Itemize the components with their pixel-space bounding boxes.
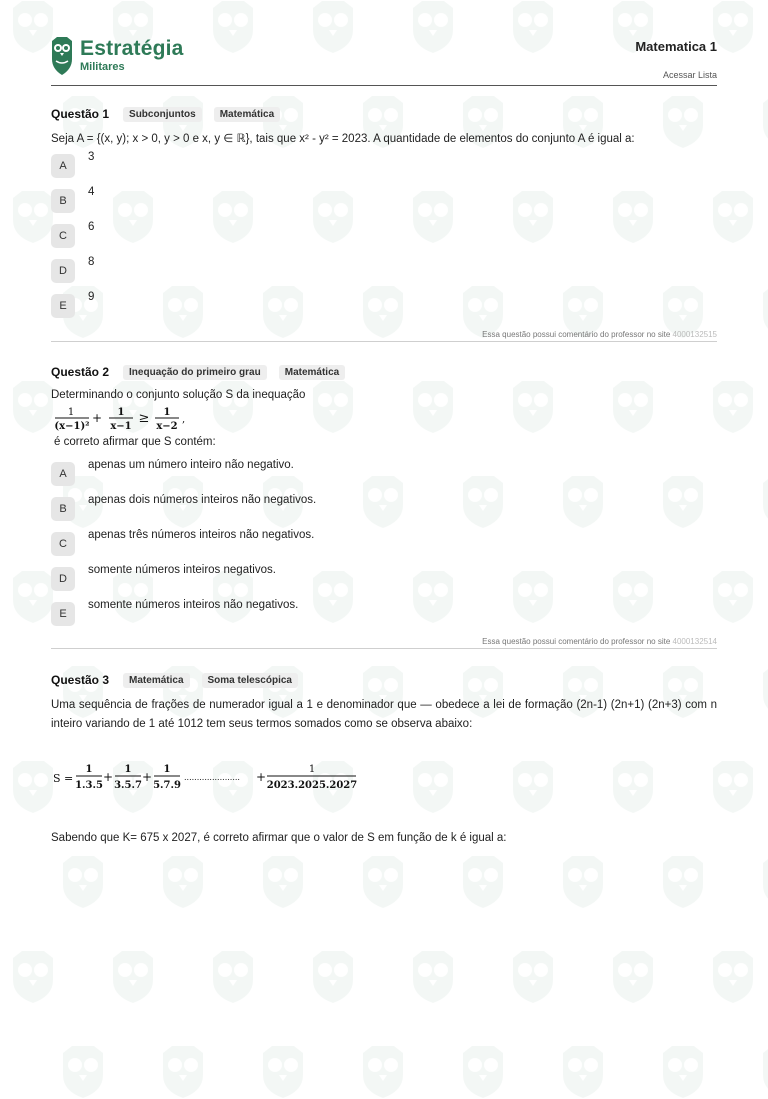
owl-watermark-icon [10,570,56,624]
frac3-numerator: 1 [163,407,171,418]
option-b[interactable] [51,186,717,221]
frac3-denominator: x−2 [156,421,178,432]
option-letter: B [51,497,75,521]
teacher-comment-note [51,330,717,342]
tag-discipline: Matemática [279,365,345,380]
geq-sign: ≥ [138,411,150,426]
owl-watermark-icon [660,1045,706,1099]
question-label: Questão 2 [51,365,110,379]
frac1-denominator: 1.3.5 [75,780,103,791]
question-code[interactable]: 4000132515 [672,330,717,339]
frac2-numerator: 1 [117,407,125,418]
telescopic-sum-formula [51,758,371,798]
question-text-intro: Determinando o conjunto solução S da inequação [51,389,306,401]
brand-logo [51,37,184,75]
option-letter: D [51,259,75,283]
plus-sign-1: + [102,770,114,784]
options-list [51,459,717,634]
option-text: somente números inteiros negativos. [88,564,276,576]
owl-watermark-icon [260,1045,306,1099]
frac2-numerator: 1 [124,764,132,775]
question-2 [51,364,717,634]
frac3-numerator: 1 [163,764,171,775]
option-text: 3 [88,151,95,163]
owl-watermark-icon [10,950,56,1004]
frac3-denominator: 5.7.9 [153,780,181,791]
option-d[interactable] [51,256,717,291]
option-text: somente números inteiros não negativos. [88,599,299,611]
owl-watermark-icon [460,1045,506,1099]
option-letter: E [51,602,75,626]
owl-watermark-icon [560,1045,606,1099]
owl-watermark-icon [760,1045,768,1099]
option-e[interactable] [51,599,717,634]
owl-watermark-icon [10,380,56,434]
frac1-numerator: 1 [67,407,75,418]
frac1-numerator: 1 [85,764,93,775]
frac2-denominator: 3.5.7 [114,780,142,791]
tag-subject: Inequação do primeiro grau [123,365,267,380]
option-a[interactable] [51,459,717,494]
owl-watermark-icon [660,855,706,909]
frac4-numerator: 1 [308,764,316,775]
tag-subject: Soma telescópica [202,673,298,688]
owl-watermark-icon [10,190,56,244]
option-b[interactable] [51,494,717,529]
owl-watermark-icon [210,950,256,1004]
tag-discipline: Matemática [214,107,280,122]
plus-sign-2: + [141,770,153,784]
teacher-comment-note [51,637,717,649]
option-a[interactable] [51,151,717,186]
owl-watermark-icon [760,475,768,529]
options-list [51,151,717,326]
owl-watermark-icon [310,950,356,1004]
owl-watermark-icon [760,95,768,149]
owl-watermark-icon [510,950,556,1004]
owl-watermark-icon [160,855,206,909]
footnote-text: Essa questão possui comentário do professor no site [482,637,671,646]
option-e[interactable] [51,291,717,326]
option-letter: B [51,189,75,213]
option-text: apenas um número inteiro não negativo. [88,459,294,471]
option-letter: E [51,294,75,318]
sum-lhs: S = [53,772,74,785]
question-1 [51,106,717,326]
owl-watermark-icon [610,950,656,1004]
option-c[interactable] [51,529,717,564]
formula-end-comma: , [182,414,186,425]
access-list-link[interactable]: Acessar Lista [662,70,717,80]
document-title: Matematica 1 [635,39,717,54]
owl-watermark-icon [10,760,56,814]
question-label: Questão 3 [51,673,110,687]
option-d[interactable] [51,564,717,599]
owl-watermark-icon [760,285,768,339]
option-text: 4 [88,186,95,198]
owl-watermark-icon [410,950,456,1004]
option-text: 8 [88,256,95,268]
option-c[interactable] [51,221,717,256]
option-text: apenas três números inteiros não negativos. [88,529,315,541]
question-text: Uma sequência de frações de numerador igual a 1 e denominador que — obedece a lei de formação (2n-1) (2n+1) (2n+3) com n inteiro variando de 1 até 1012 tem seus termos somados como se observa abaixo: [51,699,717,730]
owl-watermark-icon [110,950,156,1004]
owl-watermark-icon [710,950,756,1004]
owl-watermark-icon [760,665,768,719]
question-label: Questão 1 [51,107,110,121]
option-text: 6 [88,221,95,233]
question-text: Seja A = {(x, y); x > 0, y > 0 e x, y ∈ ℝ}, tais que x² - y² = 2023. A quantidade de elementos do conjunto A é igual a: [51,133,635,145]
option-letter: A [51,462,75,486]
tag-subject: Subconjuntos [123,107,202,122]
option-text: apenas dois números inteiros não negativos. [88,494,317,506]
frac4-denominator: 2023.2025.2027 [266,780,358,791]
owl-watermark-icon [460,855,506,909]
owl-watermark-icon [60,855,106,909]
option-letter: C [51,224,75,248]
owl-watermark-icon [60,1045,106,1099]
option-letter: D [51,567,75,591]
owl-watermark-icon [260,855,306,909]
frac2-denominator: x−1 [110,421,132,432]
owl-watermark-icon [360,1045,406,1099]
tag-discipline: Matemática [123,673,189,688]
page-header [51,35,717,86]
owl-watermark-icon [10,0,56,54]
question-text-prompt: Sabendo que K= 675 x 2027, é correto afirmar que o valor de S em função de k é igual a: [51,832,507,844]
plus-sign: + [91,411,103,425]
option-text: 9 [88,291,95,303]
owl-watermark-icon [760,855,768,909]
inequality-formula [51,404,251,436]
plus-sign-3: + [255,770,267,784]
option-letter: C [51,532,75,556]
owl-watermark-icon [360,855,406,909]
owl-logo-icon [51,37,73,75]
question-3 [51,672,717,848]
owl-watermark-icon [160,1045,206,1099]
owl-watermark-icon [560,855,606,909]
option-letter: A [51,154,75,178]
question-text-prompt: é correto afirmar que S contém: [54,436,216,448]
ellipsis-dots: ...................... [184,773,240,782]
question-code[interactable]: 4000132514 [672,637,717,646]
brand-name: Estratégia [80,37,184,60]
frac1-denominator: (x−1)² [54,421,90,432]
footnote-text: Essa questão possui comentário do professor no site [482,330,671,339]
brand-subtitle: Militares [80,61,125,73]
